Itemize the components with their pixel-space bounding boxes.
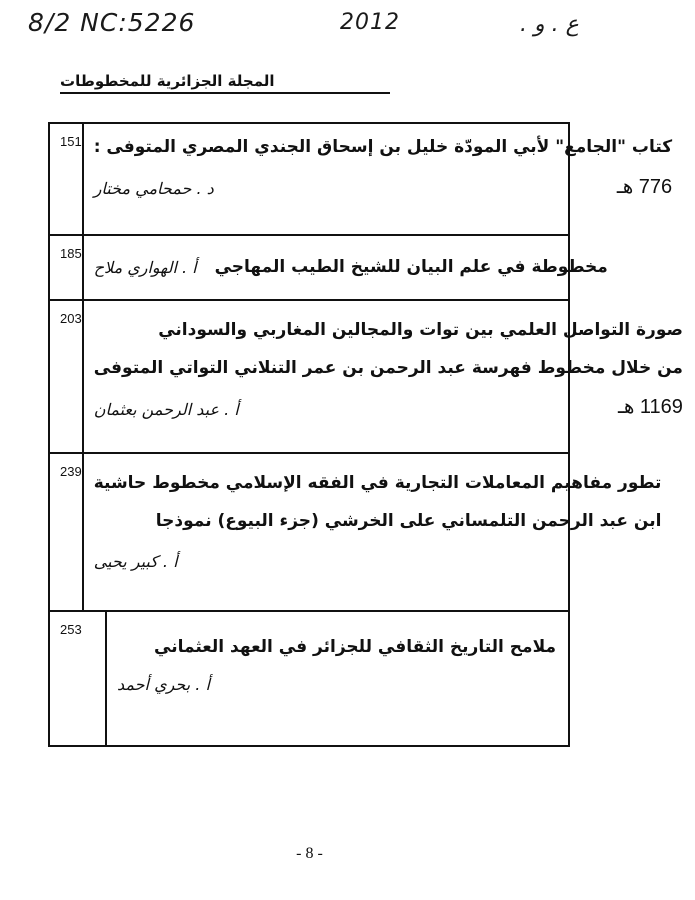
handwritten-initials: ع . و .: [520, 12, 579, 37]
table-of-contents: [48, 122, 683, 747]
toc-title-line: ابن عبد الرحمن التلمساني على الخرشي (جزء البيوع) نموذجا: [155, 510, 662, 531]
toc-row: [50, 124, 673, 236]
toc-page-number: 239: [50, 454, 84, 610]
toc-title-line: ملامح التاريخ الثقافي للجزائر في العهد العثماني: [154, 637, 556, 657]
toc-row: [50, 236, 608, 301]
toc-page-number: 185: [50, 236, 84, 299]
toc-title-line: تطور مفاهيم المعاملات التجارية في الفقه الإسلامي مخطوط حاشية: [93, 473, 662, 493]
toc-author: أ . عبد الرحمن بعثمان: [93, 399, 239, 419]
toc-row: [50, 612, 568, 745]
toc-entry: [107, 612, 568, 745]
toc-row: [50, 301, 683, 454]
toc-page-number: 151: [50, 124, 84, 234]
toc-entry: [84, 236, 620, 299]
header-rule: [60, 92, 390, 94]
handwritten-reference: 8/2 NC:5226: [28, 8, 196, 37]
toc-page-number: 203: [50, 301, 84, 452]
toc-author: أ . كبير يحيى: [93, 552, 178, 572]
toc-year: 1169 هـ: [617, 396, 683, 419]
toc-title-line: من خلال مخطوط فهرسة عبد الرحمن بن عمر التنلاني التواتي المتوفى: [93, 357, 683, 378]
toc-title-line: مخطوطة في علم البيان للشيخ الطيب المهاجي: [214, 257, 608, 277]
toc-page-number: 253: [50, 612, 107, 745]
toc-title-line: كتاب "الجامع" لأبي المودّة خليل بن إسحاق الجندي المصري المتوفى :: [93, 137, 673, 157]
toc-author: أ . بحري أحمد: [117, 674, 210, 694]
toc-title-line: صورة التواصل العلمي بين توات والمجالين المغاربي والسوداني: [158, 320, 683, 340]
toc-author: د . حمحامي مختار: [93, 179, 214, 199]
toc-year: 776 هـ: [616, 175, 673, 198]
toc-entry: [84, 454, 674, 610]
page-number: - 8 -: [296, 845, 323, 862]
toc-author: أ . الهواري ملاح: [93, 258, 197, 278]
journal-title: المجلة الجزائرية للمخطوطات: [60, 72, 275, 90]
toc-entry: [84, 301, 695, 452]
toc-row: [50, 454, 662, 612]
toc-entry: [84, 124, 684, 234]
handwritten-year: 2012: [340, 10, 400, 35]
